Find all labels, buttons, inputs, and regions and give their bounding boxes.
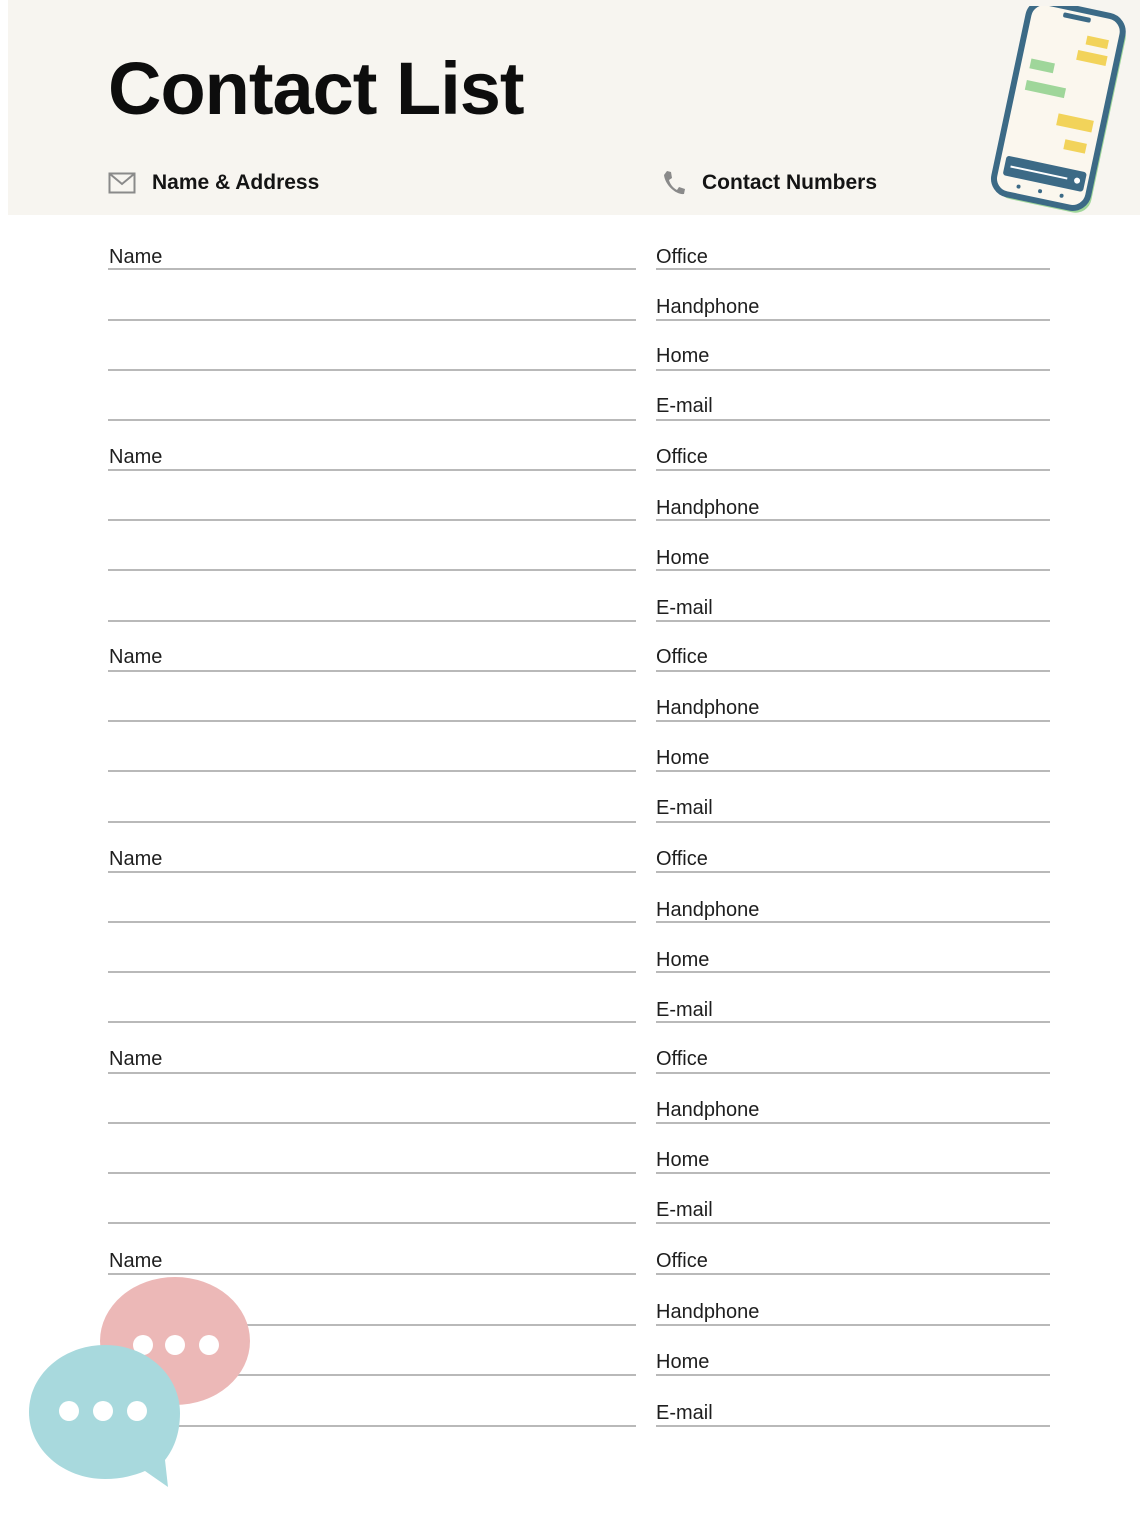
- email-label: E-mail: [656, 597, 713, 619]
- handphone-line[interactable]: [656, 1122, 1050, 1124]
- email-line[interactable]: [656, 620, 1050, 622]
- email-line[interactable]: [656, 1222, 1050, 1224]
- address-line[interactable]: [108, 319, 636, 321]
- office-line[interactable]: [656, 268, 1050, 270]
- handphone-line[interactable]: [656, 720, 1050, 722]
- name-line[interactable]: [108, 268, 636, 270]
- handphone-label: Handphone: [656, 1099, 760, 1121]
- contact-numbers-heading-label: Contact Numbers: [702, 171, 878, 194]
- handphone-line[interactable]: [656, 519, 1050, 521]
- office-line[interactable]: [656, 871, 1050, 873]
- name-label: Name: [109, 446, 163, 468]
- office-line[interactable]: [656, 1273, 1050, 1275]
- name-line[interactable]: [108, 670, 636, 672]
- home-label: Home: [656, 1351, 710, 1373]
- home-line[interactable]: [656, 770, 1050, 772]
- home-label: Home: [656, 547, 710, 569]
- handphone-label: Handphone: [656, 1301, 760, 1323]
- email-label: E-mail: [656, 797, 713, 819]
- address-line[interactable]: [108, 1222, 636, 1224]
- name-label: Name: [109, 848, 163, 870]
- name-label: Name: [109, 246, 163, 268]
- office-line[interactable]: [656, 469, 1050, 471]
- email-line[interactable]: [656, 419, 1050, 421]
- address-line[interactable]: [108, 1021, 636, 1023]
- home-label: Home: [656, 747, 710, 769]
- office-label: Office: [656, 1048, 708, 1070]
- handphone-line[interactable]: [656, 319, 1050, 321]
- office-label: Office: [656, 646, 708, 668]
- email-label: E-mail: [656, 999, 713, 1021]
- email-line[interactable]: [656, 1021, 1050, 1023]
- handphone-line[interactable]: [656, 1324, 1050, 1326]
- teal-chat-bubble-icon: [29, 1345, 180, 1487]
- handphone-label: Handphone: [656, 697, 760, 719]
- name-label: Name: [109, 646, 163, 668]
- email-line[interactable]: [656, 1425, 1050, 1427]
- office-label: Office: [656, 246, 708, 268]
- address-line[interactable]: [108, 971, 636, 973]
- address-line[interactable]: [108, 569, 636, 571]
- email-label: E-mail: [656, 1199, 713, 1221]
- office-line[interactable]: [656, 670, 1050, 672]
- address-line[interactable]: [108, 770, 636, 772]
- home-label: Home: [656, 1149, 710, 1171]
- home-line[interactable]: [656, 369, 1050, 371]
- home-label: Home: [656, 345, 710, 367]
- name-line[interactable]: [108, 469, 636, 471]
- email-line[interactable]: [656, 821, 1050, 823]
- address-line[interactable]: [108, 419, 636, 421]
- page-title: Contact List: [108, 47, 524, 130]
- office-line[interactable]: [656, 1072, 1050, 1074]
- name-address-heading-label: Name & Address: [152, 171, 320, 194]
- home-line[interactable]: [656, 971, 1050, 973]
- office-label: Office: [656, 1250, 708, 1272]
- handphone-label: Handphone: [656, 296, 760, 318]
- address-line[interactable]: [108, 1122, 636, 1124]
- email-label: E-mail: [656, 395, 713, 417]
- home-label: Home: [656, 949, 710, 971]
- address-line[interactable]: [108, 720, 636, 722]
- address-line[interactable]: [108, 921, 636, 923]
- address-line[interactable]: [108, 369, 636, 371]
- handphone-label: Handphone: [656, 497, 760, 519]
- name-line[interactable]: [108, 1072, 636, 1074]
- home-line[interactable]: [656, 1374, 1050, 1376]
- address-line[interactable]: [108, 821, 636, 823]
- chat-bubbles-illustration: [25, 1275, 255, 1500]
- name-line[interactable]: [108, 871, 636, 873]
- home-line[interactable]: [656, 1172, 1050, 1174]
- address-line[interactable]: [108, 519, 636, 521]
- name-label: Name: [109, 1048, 163, 1070]
- handphone-line[interactable]: [656, 921, 1050, 923]
- address-line[interactable]: [108, 620, 636, 622]
- handphone-label: Handphone: [656, 899, 760, 921]
- home-line[interactable]: [656, 569, 1050, 571]
- address-line[interactable]: [108, 1172, 636, 1174]
- email-label: E-mail: [656, 1402, 713, 1424]
- office-label: Office: [656, 446, 708, 468]
- name-label: Name: [109, 1250, 163, 1272]
- office-label: Office: [656, 848, 708, 870]
